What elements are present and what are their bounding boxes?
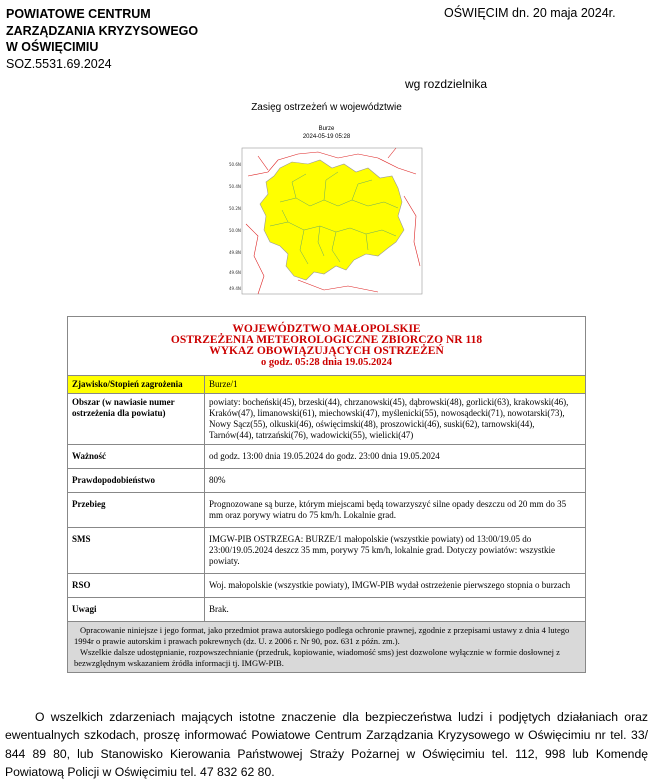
body-paragraph: O wszelkich zdarzeniach mających istotne znaczenie dla bezpieczeństwa ludzi i podjętych działaniach oraz ewentualnych szkodach, proszę informować Powiatowe Centrum Zarządzania Kryzysowego w Oświęcimiu nr tel. 33/ 844 89 80, lub Stanowisko Kierowania Państwowej Straży Pożarnej w Oświęcimiu tel. 112, 998 lub Komendę Powiatową Policji w Oświęcimiu tel. 47 832 62 80.	[5, 710, 648, 780]
row-label: Zjawisko/Stopień zagrożenia	[68, 376, 205, 394]
table-row	[68, 376, 586, 394]
warning-header	[68, 317, 586, 376]
table-footer	[68, 622, 586, 673]
row-label: Obszar (w nawiasie numer ostrzeżenia dla powiatu)	[68, 394, 205, 445]
distribution-note: wg rozdzielnika	[405, 77, 488, 91]
warning-list-title: WYKAZ OBOWIĄZUJĄCYCH OSTRZEŻEŃ	[209, 345, 444, 357]
row-label: Przebieg	[68, 493, 205, 528]
lat-label: 49.8N	[229, 250, 241, 255]
issuer-name-line2: ZARZĄDZANIA KRYZYSOWEGO	[6, 23, 199, 38]
map-title: Zasięg ostrzeżeń w województwie	[251, 102, 402, 113]
row-value: od godz. 13:00 dnia 19.05.2024 do godz. 23:00 dnia 19.05.2024	[205, 445, 586, 469]
row-value: 80%	[205, 469, 586, 493]
table-row	[68, 445, 586, 469]
table-row	[68, 574, 586, 598]
warning-table	[67, 316, 586, 673]
lat-label: 50.6N	[229, 162, 241, 167]
issuer-block	[6, 6, 198, 72]
row-label: Ważność	[68, 445, 205, 469]
lat-label: 50.2N	[229, 206, 241, 211]
copyright-note	[68, 622, 586, 673]
row-label: Uwagi	[68, 598, 205, 622]
document-signature: SOZ.5531.69.2024	[6, 56, 112, 71]
copyright-text: Opracowanie niniejsze i jego format, jako przedmiot prawa autorskiego podlega ochronie prawnej, zgodnie z przepisami ustawy z dnia 4 lutego 1994r o prawie autorskim i prawach pokrewnych (dz. U. z 2006 r. Nr 90, poz. 631 z późn. zm.).	[74, 625, 570, 646]
map-timestamp: 2024-05-19 05:28	[302, 134, 351, 140]
distribution-text: Wszelkie dalsze udostępnianie, rozpowszechnianie (przedruk, kopiowanie, wiadomość sms) jest dozwolone wyłącznie w formie dosłownej z bezwzględnym wskazaniem źródła informacji tj. IMGW-PIB.	[74, 647, 560, 668]
region-area	[260, 160, 404, 280]
table-row	[68, 394, 586, 445]
row-value: Burze/1	[205, 376, 586, 394]
table-row	[68, 493, 586, 528]
map-phenomenon: Burze	[318, 126, 335, 132]
row-value: IMGW-PIB OSTRZEGA: BURZE/1 małopolskie (wszystkie powiaty) od 13:00/19.05 do 23:00/19.05.2024 deszcz 35 mm, porywy 75 km/h, lokalnie grad. Dotyczy powiatów: wszystkie powiaty.	[205, 528, 586, 574]
warning-title: OSTRZEŻENIA METEOROLOGICZNE ZBIORCZO NR 118	[170, 334, 483, 346]
row-label: RSO	[68, 574, 205, 598]
warning-map	[228, 146, 424, 296]
place-date: OŚWIĘCIM dn. 20 maja 2024r.	[444, 6, 616, 20]
warning-date: o godz. 05:28 dnia 19.05.2024	[261, 357, 392, 368]
lat-label: 50.4N	[229, 184, 241, 189]
row-value: Brak.	[205, 598, 586, 622]
row-label: Prawdopodobieństwo	[68, 469, 205, 493]
lat-label: 50.0N	[229, 228, 241, 233]
table-row	[68, 528, 586, 574]
issuer-name-line3: W OŚWIĘCIMIU	[6, 40, 99, 54]
lat-label: 49.4N	[229, 286, 241, 291]
table-row	[68, 598, 586, 622]
row-value: Prognozowane są burze, którym miejscami będą towarzyszyć silne opady deszczu od 20 mm do 35 mm oraz porywy wiatru do 75 km/h. Lokalnie grad.	[205, 493, 586, 528]
row-value: Woj. małopolskie (wszystkie powiaty), IMGW-PIB wydał ostrzeżenie pierwszego stopnia o burzach	[205, 574, 586, 598]
issuer-name-line1: POWIATOWE CENTRUM	[6, 7, 151, 21]
row-label: SMS	[68, 528, 205, 574]
row-value: powiaty: bocheński(45), brzeski(44), chrzanowski(45), dąbrowski(48), gorlicki(63), krakowski(46), Kraków(47), limanowski(61), miechowski(47), myślenicki(55), nowosądecki(71), nowotarski(73), Nowy Sącz(55), olkuski(46), oświęcimski(48), proszowicki(46), suski(62), tarnowski(44), Tarnów(44), tatrzański(76), wadowicki(55), wielicki(47)	[205, 394, 586, 445]
lat-label: 49.6N	[229, 270, 241, 275]
table-row	[68, 469, 586, 493]
warning-region: WOJEWÓDZTWO MAŁOPOLSKIE	[232, 323, 421, 335]
